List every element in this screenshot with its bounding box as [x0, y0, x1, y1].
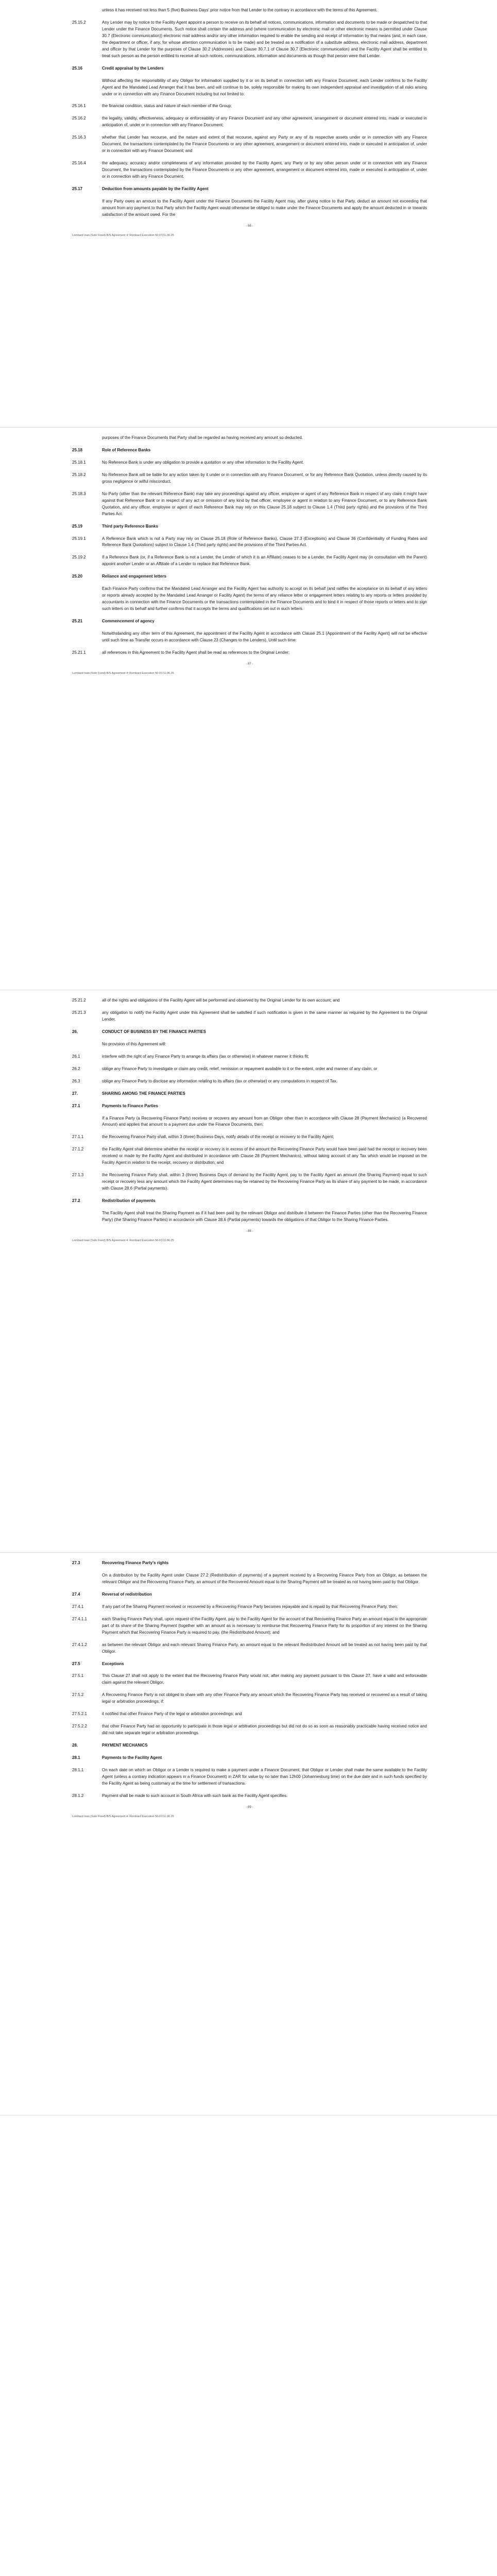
- clause-text: Notwithstanding any other term of this Agreement, the appointment of the Facility Agent in accordance with Clause 25.1 (Appointment of the Facility Agent) will not be effective until such time as Transfer occurs in accordance with Clause 23 (Changes to the Lenders). Until such time:: [102, 631, 427, 643]
- clause-text: No Reference Bank will be liable for any action taken by it under or in connection with any Finance Document, or for any Reference Bank Quotation, unless directly caused by its gross negligence or wilful misconduct.: [102, 472, 427, 484]
- clause-row: [72, 1642, 427, 1655]
- clause-text: that other Finance Party had an opportunity to participate in those legal or arbitration proceedings but did not do so as soon as reasonably practicable having received notice and did not take separate legal or arbitration proceedings.: [102, 1724, 427, 1736]
- clause-row: [72, 523, 427, 530]
- document-page-86: [0, 0, 497, 428]
- clause-number: 27.1.1: [72, 1134, 84, 1140]
- clause-number: 27.4.1: [72, 1604, 84, 1609]
- clause-list: [72, 997, 427, 1224]
- clause-text: No provision of this Agreement will:: [102, 1041, 166, 1046]
- clause-row: [72, 186, 427, 193]
- page-footer: [72, 1815, 427, 1819]
- clause-number: 28.1: [72, 1755, 80, 1760]
- clause-number: 25.19.1: [72, 536, 86, 541]
- page-footer: [72, 671, 427, 676]
- clause-text: If a Reference Bank (or, if a Reference Bank is not a Lender, the Lender of which it is an Affiliate) ceases to be a Lender, the Facility Agent may (in consultation with the Parent) appoint another Lender or an Affiliate of a Lender to replace that Reference Bank.: [102, 555, 427, 567]
- clause-row: [72, 447, 427, 454]
- clause-heading: Redistribution of payments: [102, 1198, 156, 1204]
- clause-row: [72, 472, 427, 485]
- clause-number: 25.19: [72, 523, 83, 529]
- footer-label: Lombard Ioan (Sole Fixed) B/S Agreement 4: Rombard Execution 50-07/11.06.25: [72, 671, 174, 675]
- clause-text: If a Finance Party (a Recovering Finance Party) receives or recovers any amount from an Obligor other than in accordance with Clause 28 (Payment Mechanics) (a Recovered Amount) and applies that amount to a payment due under the Finance Documents, then:: [102, 1115, 427, 1127]
- clause-row: [72, 1134, 427, 1141]
- clause-text: On each date on which an Obligor or a Lender is required to make a payment under a Finance Document, that Obligor or Lender shall make the same available to the Facility Agent (unless a contrary indication appears in a Finance Document) in ZAR for value by no later than 12h00 (Johannesburg time) on the due date and in such funds specified by the Facility Agent as being customary at the time for settlement of transactions.: [102, 1768, 427, 1786]
- clause-row: [72, 460, 427, 466]
- clause-heading: Exceptions: [102, 1661, 124, 1666]
- clause-number: 25.18.3: [72, 491, 86, 496]
- clause-number: 26.: [72, 1029, 78, 1034]
- clause-row: [72, 1091, 427, 1097]
- clause-text: the Recovering Finance Party shall, within 3 (three) Business Days of demand by the Facility Agent, pay to the Facility Agent an amount (the Sharing Payment) equal to such receipt or recovery less any amount which the Facility Agent determines may be retained by the Recovering Finance Party as its share of any payment to be made, in accordance with Clause 28.6 (Partial payments).: [102, 1173, 427, 1191]
- clause-text: the Facility Agent shall determine whether the receipt or recovery is in excess of the amount the Recovering Finance Party would have been paid had the receipt or recovery been received or made by the Facility Agent and distributed in accordance with Clause 28 (Payment Mechanics), without taking account of any Tax which would be imposed on the Facility Agent in relation to the receipt, recovery or distribution; and: [102, 1147, 427, 1165]
- clause-row: [72, 1616, 427, 1636]
- clause-text: If any part of the Sharing Payment received or recovered by a Recovering Finance Party becomes repayable and is repaid by that Recovering Finance Party, then:: [102, 1604, 398, 1609]
- clause-row: [72, 554, 427, 568]
- clause-text: No Reference Bank is under any obligation to provide a quotation or any other information to the Facility Agent.: [102, 460, 304, 465]
- clause-text: the legality, validity, effectiveness, adequacy or enforceability of any Finance Document and any other agreement, arrangement or document entered into, made or executed in anticipation of, under or in connection with any Finance Document;: [102, 116, 427, 128]
- clause-heading: Payments to Finance Parties: [102, 1103, 158, 1108]
- clause-row: [72, 1793, 427, 1800]
- clause-number: 27.5.1: [72, 1673, 84, 1679]
- clause-row: [72, 1604, 427, 1611]
- clause-number: 26.3: [72, 1078, 80, 1083]
- clause-row: [72, 573, 427, 580]
- clause-text: any obligation to notify the Facility Agent under this Agreement shall be satisfied if such notification is given in the same manner as required by the Agreement to the Original Lender.: [102, 1010, 427, 1022]
- page-number: - 86 -: [246, 224, 253, 228]
- clause-text: Payment shall be made to such account in South Africa with such bank as the Facility Agent specifies.: [102, 1793, 288, 1798]
- clause-heading: Commencement of agency: [102, 619, 155, 624]
- clause-number: 25.16.1: [72, 104, 86, 109]
- clause-text: A Reference Bank which is not a Party may rely on Clause 25.18 (Role of Reference Banks), Clause 27.3 (Exceptions) and Clause 36 (Confidentiality of Funding Rates and Reference Bank Quotations) subject to Clause 1.4 (Third party rights) and the provisions of the Third Parties Act.: [102, 536, 427, 548]
- clause-number: 26.1: [72, 1054, 80, 1059]
- clause-text: interfere with the right of any Finance Party to arrange its affairs (tax or otherwise) in whatever manner it thinks fit;: [102, 1054, 309, 1059]
- clause-number: 27.4: [72, 1591, 80, 1597]
- clause-number: 25.16: [72, 65, 83, 71]
- clause-text: This Clause 27 shall not apply to the extent that the Recovering Finance Party would not, after making any payment pursuant to this Clause 27, have a valid and enforceable claim against the relevant Obligor.: [102, 1673, 427, 1685]
- clause-text: oblige any Finance Party to disclose any information relating to its affairs (tax or otherwise) or any computations in respect of Tax.: [102, 1078, 338, 1083]
- clause-text: it notified that other Finance Party of the legal or arbitration proceedings; and: [102, 1711, 242, 1717]
- clause-row: [72, 65, 427, 72]
- clause-text: If any Party owes an amount to the Facility Agent under the Finance Documents the Facility Agent may, after giving notice to that Party, deduct an amount not exceeding that amount from any payment to that Party which the Facility Agent would otherwise be obliged to make under the Finance Documents and apply the amount deducted in or towards satisfaction of the amount owed. For the: [102, 199, 427, 217]
- clause-number: 27.5.2.2: [72, 1724, 87, 1729]
- clause-number: 27.1: [72, 1103, 80, 1108]
- clause-row: [72, 1146, 427, 1166]
- section-heading: CONDUCT OF BUSINESS BY THE FINANCE PARTIES: [102, 1029, 206, 1034]
- clause-text: A Recovering Finance Party is not obliged to share with any other Finance Party any amount which the Recovering Finance Party has received or recovered as a result of taking legal or arbitration proceedings, if:: [102, 1692, 427, 1704]
- document-blank-tail: [0, 2115, 497, 2576]
- page-lead-text: purposes of the Finance Documents that Party shall be regarded as having received any amount so deducted.: [102, 435, 303, 440]
- clause-row: [72, 134, 427, 155]
- clause-row: [72, 115, 427, 129]
- clause-number: 27.5.2.1: [72, 1711, 87, 1717]
- clause-row: [72, 20, 427, 60]
- clause-number: 25.16.2: [72, 116, 86, 121]
- clause-row: [72, 491, 427, 518]
- clause-text: as between the relevant Obligor and each relevant Sharing Finance Party, an amount equal to the relevant Redistributed Amount will be treated as not having been paid by that Obligor.: [102, 1642, 427, 1654]
- footer-label: Lombard Ioan (Sole Fixed) B/S Agreement 4: Rombard Execution 50-07/11.06.25: [72, 1239, 174, 1242]
- clause-number: 28.1.1: [72, 1768, 84, 1773]
- clause-text: the Recovering Finance Party shall, within 3 (three) Business Days, notify details of the receipt or recovery to the Facility Agent;: [102, 1134, 334, 1140]
- clause-row: [72, 1673, 427, 1686]
- clause-text: No Party (other than the relevant Reference Bank) may take any proceedings against any officer, employee or agent of any Reference Bank in respect of any claim it might have against that Reference Bank or in respect of any act or omission of any kind by that officer, employee or agent in relation to any Finance Document, or to any Reference Bank Quotation, and any officer, employee or agent of each Reference Bank may rely on this Clause 25.18 subject to Clause 1.4 (Third party rights) and the provisions of the Third Parties Act.: [102, 491, 427, 516]
- clause-number: 28.1.2: [72, 1793, 84, 1798]
- page-footer: [72, 1239, 427, 1243]
- clause-number: 25.17: [72, 187, 83, 192]
- footer-label: Lombard Ioan (Sole Fixed) B/S Agreement 4: Rombard Execution 50-07/11.06.25: [72, 233, 174, 237]
- document-page-88: [0, 990, 497, 1553]
- clause-row: [72, 1742, 427, 1749]
- clause-row: [72, 1661, 427, 1668]
- clause-row: [72, 618, 427, 625]
- clause-text: each Sharing Finance Party shall, upon request of the Facility Agent, pay to the Facility Agent for the account of that Recovering Finance Party an amount equal to the appropriate part of its share of the Sharing Payment (together with an amount as is necessary to reimburse that Recovering Finance Party for its proportion of any interest on the Sharing Payment which that Recovering Finance Party is required to pay, (the Redistributed Amount); and: [102, 1616, 427, 1635]
- page-number: - 88 -: [246, 1229, 253, 1233]
- clause-number: 26.2: [72, 1066, 80, 1071]
- clause-row: [72, 1066, 427, 1073]
- page-number: - 89 -: [246, 1805, 253, 1809]
- clause-row: [72, 1172, 427, 1192]
- clause-row: [72, 1692, 427, 1705]
- clause-number: 27.: [72, 1091, 78, 1096]
- clause-text: Each Finance Party confirms that the Mandated Lead Arranger and the Facility Agent has authority to accept on its behalf (and ratifies the acceptance on its behalf of any letters or reports already accepted by the Mandated Lead Arranger or Facility Agent) the terms of any reliance letter or engagement letters relating to any reports or letters provided by accountants in connection with the Finance Documents or the transactions contemplated in the Finance Documents and to bind it in respect of those reports or letters and to sign such letters on its behalf and further confirms that it accepts the terms and qualifications set out in such letters.: [102, 586, 427, 612]
- section-heading: SHARING AMONG THE FINANCE PARTIES: [102, 1091, 185, 1096]
- clause-number: 27.4.1.2: [72, 1642, 87, 1647]
- clause-row: [72, 1029, 427, 1036]
- clause-number: 25.19.2: [72, 555, 86, 560]
- footer-label: Lombard Ioan (Sole Fixed) B/S Agreement 4: Rombard Execution 50-07/11.06.25: [72, 1815, 174, 1818]
- clause-number: 27.3: [72, 1561, 80, 1565]
- clause-row: [72, 160, 427, 180]
- clause-text: On a distribution by the Facility Agent under Clause 27.2 (Redistribution of payments) of a payment received by a Recovering Finance Party from an Obligor, as between the relevant Obligor and the Recovering Finance Party, an amount of the Recovered Amount equal to the Sharing Payment will be treated as not having been paid by that Obligor.: [102, 1572, 427, 1584]
- clause-row: [72, 1054, 427, 1060]
- clause-heading: Third party Reference Banks: [102, 523, 158, 529]
- clause-number: 25.18.1: [72, 460, 86, 465]
- clause-row: [72, 103, 427, 110]
- clause-number: 27.5: [72, 1661, 80, 1666]
- page-footer: [72, 233, 427, 238]
- clause-text: all of the rights and obligations of the Facility Agent will be performed and observed by the Original Lender for its own account; and: [102, 998, 340, 1003]
- clause-row: [72, 650, 427, 656]
- clause-list: [72, 20, 427, 218]
- clause-row: [72, 1103, 427, 1110]
- clause-text: Any Lender may by notice to the Facility Agent appoint a person to receive on its behalf all notices, communications, information and documents to be made or despatched to that Lender under the Finance Documents. Such notice shall contain the address and (where communication by electronic mail or other electronic means is permitted under Clause 30.7 (Electronic communication)) electronic mail address and/or any other information required to enable the sending and receipt of information by that means (and, in each case, the department or officer, if any, for whose attention communication is to be made) and be treated as a notification of a substitute address, electronic mail address, department and officer by that Lender for the purposes of Clause 30.2 (Addresses) and Clause 30.7.1 of Clause 30.7 (Electronic communication) and the Facility Agent shall be entitled to treat such person as the person entitled to receive all such notices, communications, information and documents as though that person were that Lender.: [102, 20, 427, 58]
- clause-text: The Facility Agent shall treat the Sharing Payment as if it had been paid by the relevant Obligor and distribute it between the Finance Parties (other than the Recovering Finance Party) (the Sharing Finance Parties) in accordance with Clause 28.6 (Partial payments) towards the obligations of that Obligor to the Sharing Finance Parties.: [102, 1211, 427, 1223]
- clause-number: 25.21.3: [72, 1010, 86, 1015]
- clause-text: oblige any Finance Party to investigate or claim any credit, relief, remission or repayment available to it or the extent, order and manner of any claim; or: [102, 1066, 378, 1071]
- clause-number: 25.20: [72, 574, 83, 579]
- clause-list: [72, 1560, 427, 1800]
- clause-text: all references in this Agreement to the Facility Agent shall be read as references to the Original Lender;: [102, 650, 290, 655]
- clause-number: 27.1.2: [72, 1147, 84, 1152]
- clause-number: 27.4.1.1: [72, 1616, 87, 1621]
- clause-heading: Reversal of redistribution: [102, 1591, 152, 1597]
- clause-number: 27.2: [72, 1198, 80, 1204]
- clause-heading: Role of Reference Banks: [102, 447, 151, 452]
- clause-number: 27.5.2: [72, 1692, 84, 1698]
- clause-row: [72, 1078, 427, 1085]
- page-lead-text: unless it has received not less than 5 (five) Business Days' prior notice from that Lender to the contrary in accordance with the terms of this Agreement.: [102, 8, 378, 12]
- clause-heading: Payments to the Facility Agent: [102, 1755, 162, 1760]
- clause-number: 25.21: [72, 619, 83, 624]
- clause-number: 25.21.2: [72, 998, 86, 1003]
- document-page-87: [0, 428, 497, 990]
- clause-row: [72, 1560, 427, 1567]
- clause-row: [72, 1198, 427, 1205]
- clause-row: [72, 536, 427, 549]
- clause-heading: Reliance and engagement letters: [102, 574, 166, 579]
- clause-heading: Recovering Finance Party's rights: [102, 1561, 169, 1565]
- clause-number: 25.18: [72, 447, 83, 452]
- clause-row: [72, 1723, 427, 1737]
- clause-number: 28.: [72, 1743, 78, 1748]
- clause-number: 25.18.2: [72, 472, 86, 477]
- clause-text: the financial condition, status and nature of each member of the Group;: [102, 104, 232, 109]
- document-page-89: [0, 1553, 497, 2115]
- clause-number: 25.16.4: [72, 161, 86, 166]
- clause-row: [72, 1711, 427, 1718]
- clause-text: Without affecting the responsibility of any Obligor for information supplied by it or on its behalf in connection with any Finance Document, each Lender confirms to the Facility Agent and the Mandated Lead Arranger that it has been, and will continue to be, solely responsible for making its own independent appraisal and investigation of all risks arising under or in connection with any Finance Document including but not limited to:: [102, 78, 427, 96]
- clause-row: [72, 1591, 427, 1598]
- clause-number: 25.15.2: [72, 20, 86, 25]
- clause-text: whether that Lender has recourse, and the nature and extent of that recourse, against any Party or any of its respective assets under or in connection with any Finance Document, the transactions contemplated by the Finance Documents or any other agreement, arrangement or document entered into, made or executed in anticipation of, under or in connection with any Finance Document; and: [102, 135, 427, 154]
- clause-row: [72, 1767, 427, 1787]
- clause-row: [72, 1010, 427, 1023]
- clause-list: [72, 447, 427, 656]
- clause-row: [72, 1755, 427, 1761]
- clause-text: the adequacy, accuracy and/or completeness of any information provided by the Facility Agent, any Party or by any other person under or in connection with any Finance Document, the transactions contemplated by the Finance Documents or any other agreement, arrangement or document entered into, made or executed in anticipation of, under or in connection with any Finance Document.: [102, 161, 427, 179]
- page-number: - 87 -: [246, 662, 253, 666]
- clause-number: 27.1.3: [72, 1173, 84, 1178]
- clause-heading: Credit appraisal by the Lenders: [102, 65, 164, 71]
- clause-heading: Deduction from amounts payable by the Facility Agent: [102, 187, 209, 192]
- clause-row: [72, 997, 427, 1004]
- section-heading: PAYMENT MECHANICS: [102, 1743, 148, 1748]
- clause-number: 25.16.3: [72, 135, 86, 140]
- clause-number: 25.21.1: [72, 650, 86, 655]
